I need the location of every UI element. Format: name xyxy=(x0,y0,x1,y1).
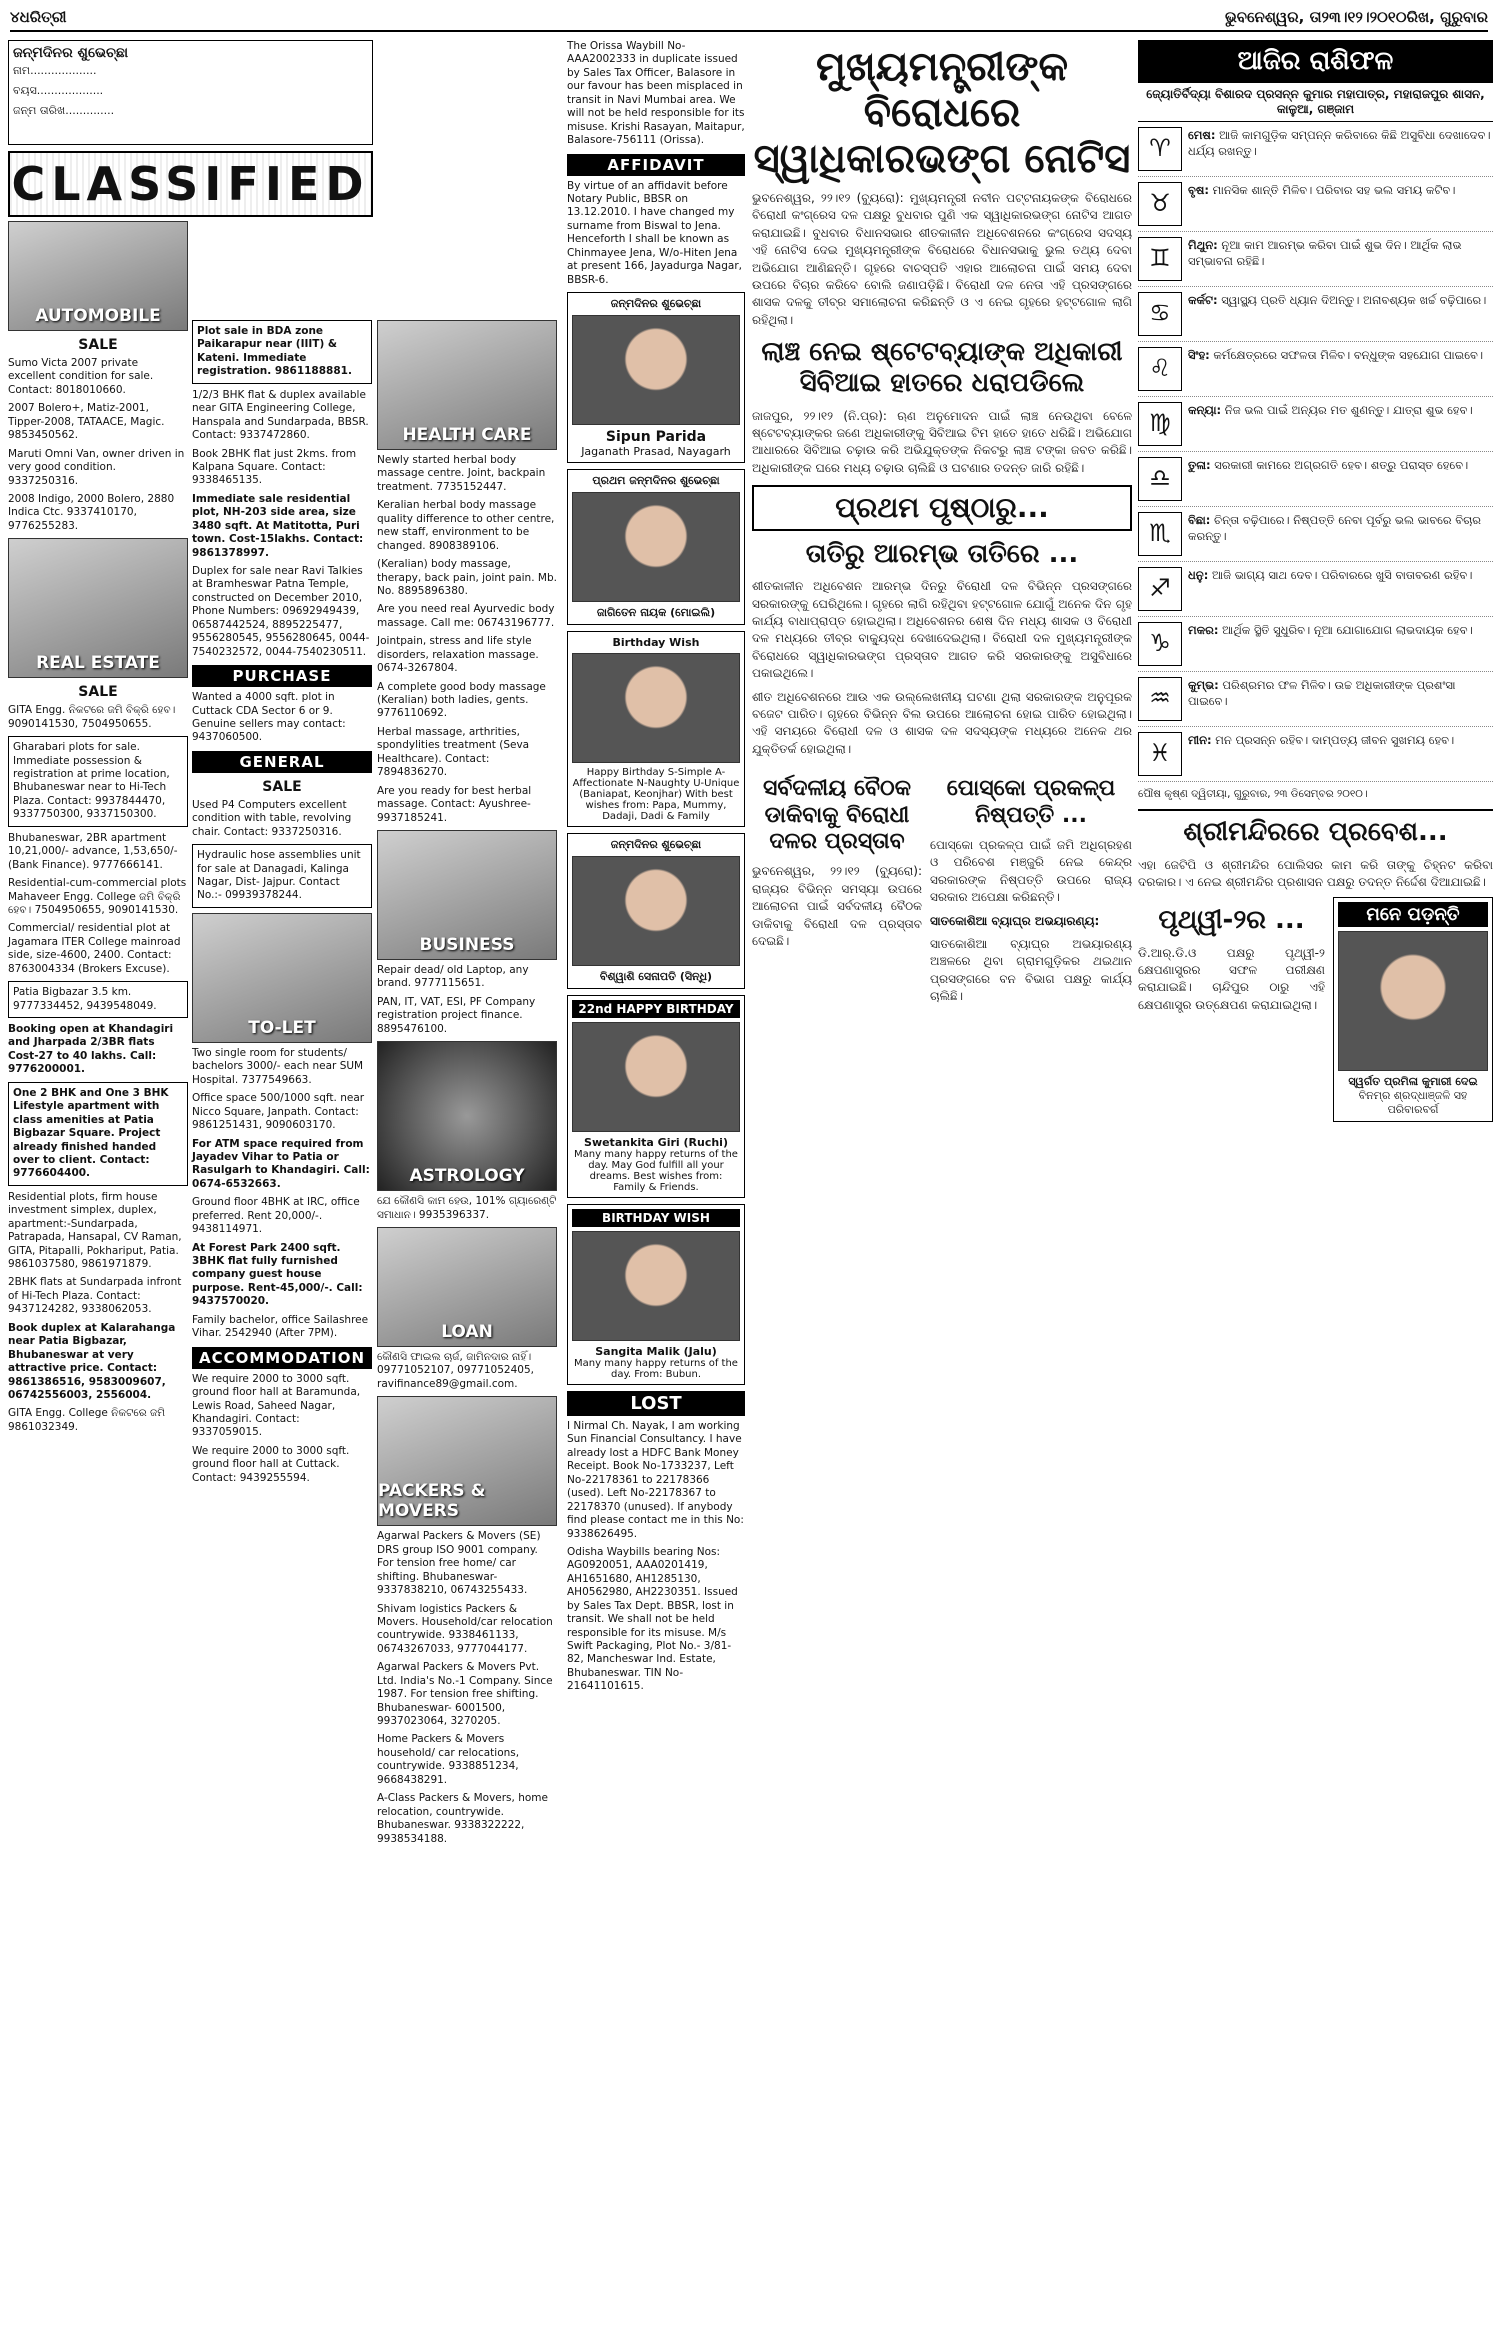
rashi-entry xyxy=(1138,727,1493,782)
classified-ad: Commercial/ residential plot at Jagamara ITER College mainroad side, size-4600, 2400. Contact: 8763004334 (Brokers Excuse). xyxy=(8,922,181,975)
business-label: BUSINESS xyxy=(419,934,515,955)
birthday-wish xyxy=(567,469,745,625)
rashi-entry xyxy=(1138,562,1493,617)
wish-face xyxy=(573,857,739,965)
rashi-text: ମାନସିକ ଶାନ୍ତି ମିଳିବ। ପରିବାର ସହ ଭଲ ସମୟ କଟିବ। xyxy=(1212,183,1456,197)
page-header xyxy=(10,4,1488,32)
zodiac-icon: ♑ xyxy=(1138,622,1182,666)
classified-ad: Ground floor 4BHK at IRC, office preferred. Rent 20,000/-. 9438114971. xyxy=(192,1196,360,1236)
memorial-face xyxy=(1339,932,1487,1070)
memorial-box xyxy=(1333,897,1493,1122)
wish-text: Happy Birthday S-Simple A-Affectionate N-Naughty U-Unique (Baniapat, Keonjhar) With best wishes from: Papa, Mummy, Dadaji, Dadi & Family xyxy=(572,767,740,822)
wish-title: BIRTHDAY WISH xyxy=(572,1209,740,1227)
wish-title: ଜନ୍ମଦିନର ଶୁଭେଚ୍ଛା xyxy=(610,838,702,851)
wish-name: Sangita Malik (Jalu) xyxy=(595,1345,717,1358)
wish-title: ପ୍ରଥମ ଜନ୍ମଦିନର ଶୁଭେଚ୍ଛା xyxy=(592,474,720,487)
rashifal-column xyxy=(1138,40,1493,2330)
rashi-text: ମନ ପ୍ରସନ୍ନ ରହିବ। ଦାମ୍ପତ୍ୟ ଜୀବନ ସୁଖମୟ ହେବ। xyxy=(1215,733,1455,747)
wish-sub: Jaganath Prasad, Nayagarh xyxy=(581,445,731,458)
classified-ad: For ATM space required from Jayadev Vihar to Patia or Rasulgarh to Khandagiri. Call: 0674-6532663. xyxy=(192,1137,370,1190)
rashi-entry xyxy=(1138,342,1493,397)
news-headline: ତାତିରୁ ଆରମ୍ଭ ତାତିରେ ... xyxy=(805,539,1079,570)
automobile-sale-heading: SALE xyxy=(78,337,118,353)
column-2 xyxy=(192,320,372,2330)
general-heading: GENERAL xyxy=(192,751,372,773)
rashi-text: ଆଜି ଭାଗ୍ୟ ସାଥ ଦେବ। ପରିବାରରେ ଖୁସି ବାତାବରଣ ରହିବ। xyxy=(1211,568,1473,582)
rashi-text: ଆଜି କାମଗୁଡ଼ିକ ସମ୍ପନ୍ନ କରିବାରେ କିଛି ଅସୁବିଧା ଦେଖାଦେବ। ଧର୍ଯ୍ୟ ରଖନ୍ତୁ। xyxy=(1188,128,1491,159)
classified-ad: କୌଣସି ଫାଇଲ ଚାର୍ଜ, ଜାମିନଦାର ନାହିଁ। 09771052107, 09771052405, ravifinance89@gmail.com. xyxy=(377,1351,534,1390)
classified-ad: Duplex for sale near Ravi Talkies at Bramheswar Patna Temple, constructed on December 2010, Phone Numbers: 09692949439, 06587442524, 8895225477, 9556280545, 9556280645, 0044-7540232572, 0044-7540230511. xyxy=(192,565,370,658)
classified-ad: Plot sale in BDA zone Paikarapur near (IIIT) & Kateni. Immediate registration. 9861188881. xyxy=(192,320,372,384)
news-story: ଶୀତ ଅଧିବେଶନରେ ଆଉ ଏକ ଉଲ୍ଲେଖନୀୟ ଘଟଣା ଥିଲା ସରକାରଙ୍କ ଅନୁପୂରକ ବଜେଟ ପାରିତ। ଗୃହରେ ବିଭିନ୍ନ ବିଲ ଉପରେ ଆଲୋଚନା ହୋଇ ପାରିତ ହୋଇଥିଲା। ଏହି ସମୟରେ ବିରୋଧୀ ଦଳ ଓ ଶାସକ ଦଳ ସଦସ୍ୟଙ୍କ ମଧ୍ୟରେ ଅନେକ ଥର ଯୁକ୍ତିତର୍କ ହୋଇଥିଲା। xyxy=(752,689,1132,756)
classified-ad: Immediate sale residential plot, NH-203 side area, size 3480 sqft. At Matitotta, Puri town. Cost-15lakhs. Contact: 9861378997. xyxy=(192,492,364,559)
memorial-name: ସ୍ୱର୍ଗତ ପ୍ରମିଳା କୁମାରୀ ଦେଇ xyxy=(1348,1075,1478,1089)
rashi-entry xyxy=(1138,232,1493,287)
classified-ad: (Keralian) body massage, therapy, back pain, joint pain. Mb. No. 8895896380. xyxy=(377,558,557,597)
loan-image xyxy=(377,1227,557,1347)
classified-ad: GITA Engg. College ନିକଟରେ ଜମି 9861032349. xyxy=(8,1407,166,1433)
rashifal-list xyxy=(1138,122,1493,782)
automobile-image xyxy=(8,221,188,331)
classified-banner: CLASSIFIED xyxy=(8,151,373,217)
zodiac-icon: ♒ xyxy=(1138,677,1182,721)
rashi-text: ନିଜ ଭଲ ପାଇଁ ଅନ୍ୟର ମତ ଶୁଣନ୍ତୁ। ଯାତ୍ରା ଶୁଭ ହେବ। xyxy=(1224,403,1473,417)
rashi-name: କୁମ୍ଭ: xyxy=(1188,678,1219,692)
rashi-entry xyxy=(1138,287,1493,342)
wish-photo xyxy=(572,1022,740,1132)
wish-text: Many many happy returns of the day. May God fulfill all your dreams. Best wishes from: Family & Friends. xyxy=(574,1149,738,1193)
zodiac-icon: ♐ xyxy=(1138,567,1182,611)
birthday-wish xyxy=(567,833,745,989)
news-story: ଏହା ଜେଟିପି ଓ ଶ୍ରୀମନ୍ଦିର ପୋଲିସର କାମ କରି ତାଙ୍କୁ ଚିହ୍ନଟ କରିବା ଦରକାର। ଏ ନେଇ ଶ୍ରୀମନ୍ଦିର ପ୍ରଶାସନ ପକ୍ଷରୁ ତଦନ୍ତ ନିର୍ଦ୍ଦେଶ ଦିଆଯାଇଛି। xyxy=(1138,857,1493,890)
coupon-field-age: ବୟସ................... xyxy=(13,83,104,97)
rashifal-footer: ପୌଷ କୃଷ୍ଣ ଦ୍ୱିତୀୟା, ଗୁରୁବାର, ୨୩ ଡିସେମ୍ବର ୨୦୧୦। xyxy=(1138,788,1368,800)
rashi-entry xyxy=(1138,672,1493,727)
real-estate-label: REAL ESTATE xyxy=(36,653,160,674)
classified-ad: Shivam logistics Packers & Movers. Household/car relocation countrywide. 9338461133, 06743267033, 9777044177. xyxy=(377,1602,553,1655)
rashi-text: ସରକାରୀ କାମରେ ଅଗ୍ରଗତି ହେବ। ଶତ୍ରୁ ପରାସ୍ତ ହେବେ। xyxy=(1214,458,1469,472)
classified-ad: Family bachelor, office Sailashree Vihar. 2542940 (After 7PM). xyxy=(192,1313,369,1340)
rashi-text: ପରିଶ୍ରମର ଫଳ ମିଳିବ। ଉଚ୍ଚ ଅଧିକାରୀଙ୍କ ପ୍ରଶଂସା ପାଇବେ। xyxy=(1188,678,1456,709)
coupon-field-name: ନାମ................... xyxy=(13,64,97,77)
wish-face xyxy=(573,1232,739,1340)
news-column xyxy=(752,40,1132,2330)
wish-name: ବିଶ୍ୱାଶି ସେନାପତି (ସିନ୍ଧି) xyxy=(599,970,713,983)
rashi-entry xyxy=(1138,122,1493,177)
wish-name: Sipun Parida xyxy=(605,429,707,445)
classified-ad: Herbal massage, arthrities, spondylities treatment (Seva Healthcare). Contact: 7894836270. xyxy=(377,725,530,779)
page-label: ୪ଧରିତ୍ରୀ xyxy=(10,8,67,26)
news-story: ଜାଜପୁର, ୨୨।୧୨ (ନି.ପ୍ର): ଋଣ ଅନୁମୋଦନ ପାଇଁ ଲାଞ୍ଚ ନେଉଥିବା ବେଳେ ଷ୍ଟେଟବ୍ୟାଙ୍କର ଜଣେ ଅଧିକାରୀଙ୍କୁ ସିବିଆଇ ଟିମ ହାତେ ହାତେ ଧରିଛି। ଅଭିଯୋଗ ଆଧାରରେ ସିବିଆଇ ଚଢ଼ାଉ କରି ଅଭିଯୁକ୍ତଙ୍କ ନିକଟରୁ ଲାଞ୍ଚ ଟଙ୍କା ଜବତ କରିଛି। ଅଧିକାରୀଙ୍କ ଘରେ ମଧ୍ୟ ଚଢ଼ାଉ ଚାଲିଛି ଓ ଘଟଣାର ତଦନ୍ତ ଜାରି ରହିଛି। xyxy=(752,408,1132,475)
classified-ad: Office space 500/1000 sqft. near Nicco Square, Janpath. Contact: 9861251431, 9090603170. xyxy=(192,1092,365,1132)
rashi-name: ସିଂହ: xyxy=(1188,348,1210,362)
front-page-continuation: ପ୍ରଥମ ପୃଷ୍ଠାରୁ... xyxy=(752,485,1132,531)
classified-ad: Newly started herbal body massage centre. Joint, backpain treatment. 7735152447. xyxy=(377,454,546,493)
classified-ad: Keralian herbal body massage quality difference to other centre, new staff, environment to be changed. 8908389106. xyxy=(377,499,555,552)
wish-title: Birthday Wish xyxy=(612,636,700,649)
astrology-label: ASTROLOGY xyxy=(409,1166,525,1187)
dateline: ଭୁବନେଶ୍ୱର, ତା୨୩।୧୨।୨୦୧୦ରିଖ, ଗୁରୁବାର xyxy=(1224,8,1488,26)
rashifal-byline: ଜ୍ୟୋତିର୍ବିଦ୍ୟା ବିଶାରଦ ପ୍ରସନ୍ନ କୁମାର ମହାପାତ୍ର, ମହାରାଜପୁର ଶାସନ, କାଳୁଆ, ଗଞ୍ଜାମ xyxy=(1138,83,1493,122)
wish-face xyxy=(573,316,739,424)
rashi-name: ମିଥୁନ: xyxy=(1188,238,1218,252)
wish-title: 22nd HAPPY BIRTHDAY xyxy=(572,1000,740,1018)
rashi-name: ତୁଳା: xyxy=(1188,458,1211,472)
classified-ad: 2BHK flats at Sundarpada infront of Hi-Tech Plaza. Contact: 9437124282, 9338062053. xyxy=(8,1276,182,1316)
wish-photo xyxy=(572,1231,740,1341)
rashi-name: କନ୍ୟା: xyxy=(1188,403,1222,417)
column-4 xyxy=(567,40,745,2330)
classified-ad: Two single room for students/ bachelors 3000/- each near SUM Hospital. 7377549663. xyxy=(192,1046,364,1086)
news-subheading: ସାତକୋଶିଆ ବ୍ୟାଘ୍ର ଅଭୟାରଣ୍ୟ: xyxy=(930,913,1100,928)
news-story: ଶୀତକାଳୀନ ଅଧିବେଶନ ଆରମ୍ଭ ଦିନରୁ ବିରୋଧୀ ଦଳ ବିଭିନ୍ନ ପ୍ରସଙ୍ଗରେ ସରକାରଙ୍କୁ ଘେରିଥିଲେ। ଗୃହରେ ଲାଗି ରହିଥିବା ହଟ୍ଟଗୋଳ ଯୋଗୁଁ ଅନେକ ଦିନ ଗୃହ କାର୍ଯ୍ୟ ବାଧାପ୍ରାପ୍ତ ହୋଇଥିଲା। ଅଧିବେଶନର ଶେଷ ଦିନ ମଧ୍ୟ ଶାସକ ଓ ବିରୋଧୀ ଦଳ ମଧ୍ୟରେ ତୀବ୍ର ବାକ୍ୟୁଦ୍ଧ ଦେଖାଦେଇଥିଲା। ବିରୋଧୀ ଦଳ ମୁଖ୍ୟମନ୍ତ୍ରୀଙ୍କ ବିରୋଧରେ ସ୍ୱାଧିକାରଭଙ୍ଗ ପ୍ରସ୍ତାବ ଆଗତ କରି ସରକାରଙ୍କୁ ଅସୁବିଧାରେ ପକାଇଥିଲେ। xyxy=(752,579,1132,681)
classified-ad: Agarwal Packers & Movers Pvt. Ltd. India's No.-1 Company. Since 1987. For tension free shifting. Bhubaneswar- 6001500, 9937023064, 3270205. xyxy=(377,1661,553,1727)
classified-ad: Maruti Omni Van, owner driven in very good condition. 9337250316. xyxy=(8,447,185,487)
classified-ad: 1/2/3 BHK flat & duplex available near GITA Engineering College, Hanspala and Sundarpada, BBSR. Contact: 9337472860. xyxy=(192,388,369,442)
rashi-text: ଆର୍ଥିକ ସ୍ଥିତି ସୁଧୁରିବ। ନୂଆ ଯୋଗାଯୋଗ ଲାଭଦାୟକ ହେବ। xyxy=(1222,623,1473,637)
lost-heading: LOST xyxy=(567,1391,745,1416)
coupon-field-dob: ଜନ୍ମ ତାରିଖ.............. xyxy=(13,103,115,117)
classified-ad: ଯେ କୌଣସି କାମ ହେଉ, 101% ଗ୍ୟାରେଣ୍ଟି ସମାଧାନ। 9935396337. xyxy=(377,1195,557,1221)
tolet-image xyxy=(192,913,372,1043)
rashi-text: ନୂଆ କାମ ଆରମ୍ଭ କରିବା ପାଇଁ ଶୁଭ ଦିନ। ଆର୍ଥିକ ଲାଭ ସମ୍ଭାବନା ରହିଛି। xyxy=(1188,238,1462,269)
memorial-text: ବିନମ୍ର ଶ୍ରଦ୍ଧାଞ୍ଜଳି ସହ ପରିବାରବର୍ଗ xyxy=(1358,1089,1468,1117)
memorial-title: ମନେ ପଡ଼ନ୍ତି xyxy=(1338,902,1488,927)
classified-ad: Patia Bigbazar 3.5 km. 9777334452, 9439548049. xyxy=(8,981,188,1018)
real-estate-sale-heading: SALE xyxy=(78,684,118,701)
main-headline: ମୁଖ୍ୟମନ୍ତ୍ରୀଙ୍କ ବିରୋଧରେ ସ୍ୱାଧିକାରଭଙ୍ଗ ନୋଟିସ xyxy=(753,44,1131,182)
classified-ad: A-Class Packers & Movers, home relocation, countrywide. Bhubaneswar. 9338322222, 9938534188. xyxy=(377,1792,548,1845)
rashi-name: କର୍କଟ: xyxy=(1188,293,1218,307)
automobile-label: AUTOMOBILE xyxy=(35,306,161,326)
classified-ad: We require 2000 to 3000 sqft. ground floor hall at Baramunda, Lewis Road, Saheed Nagar, Khandagiri. Contact: 9337059015. xyxy=(192,1372,361,1439)
column-3 xyxy=(377,320,557,2330)
packers-label: PACKERS & MOVERS xyxy=(378,1481,486,1522)
rashi-name: ମକର: xyxy=(1188,623,1219,637)
classified-ad: GITA Engg. ନିକଟରେ ଜମି ବିକ୍ରି ହେବ। 9090141530, 7504950655. xyxy=(8,704,176,730)
news-story: ସାତକୋଶିଆ ବ୍ୟାଘ୍ର ଅଭୟାରଣ୍ୟ ଅଞ୍ଚଳରେ ଥିବା ଗ୍ରାମଗୁଡ଼ିକର ଥଇଥାନ ପ୍ରସଙ୍ଗରେ ବନ ବିଭାଗ ପକ୍ଷରୁ କାର୍ଯ୍ୟ ଚାଲିଛି। xyxy=(930,936,1132,1004)
wish-photo xyxy=(572,315,740,425)
news-story: ପୋସ୍କୋ ପ୍ରକଳ୍ପ ପାଇଁ ଜମି ଅଧିଗ୍ରହଣ ଓ ପରିବେଶ ମଞ୍ଜୁରି ନେଇ କେନ୍ଦ୍ର ସରକାରଙ୍କ ନିଷ୍ପତ୍ତି ଉପରେ ରାଜ୍ୟ ସରକାର ଅପେକ୍ଷା କରିଛନ୍ତି। xyxy=(930,837,1132,905)
classified-ad: Jointpain, stress and life style disorders, relaxation massage. 0674-3267804. xyxy=(377,635,539,675)
loan-label: LOAN xyxy=(441,1322,493,1342)
zodiac-icon: ♊ xyxy=(1138,237,1182,281)
news-headline: ପୋସ୍କୋ ପ୍ରକଳ୍ପ ନିଷ୍ପତ୍ତି ... xyxy=(946,776,1116,828)
accommodation-heading: ACCOMMODATION xyxy=(192,1347,372,1369)
rashi-entry xyxy=(1138,617,1493,672)
rashi-name: ବୃଷ: xyxy=(1188,183,1209,197)
news-story: ଭୁବନେଶ୍ୱର, ୨୨।୧୨ (ବ୍ୟୁରୋ): ରାଜ୍ୟର ବିଭିନ୍ନ ସମସ୍ୟା ଉପରେ ଆଲୋଚନା ପାଇଁ ସର୍ବଦଳୀୟ ବୈଠକ ଡାକିବାକୁ ବିରୋଧୀ ଦଳ ପ୍ରସ୍ତାବ ଦେଇଛି। xyxy=(752,864,922,948)
lost-notice: Odisha Waybills bearing Nos: AG0920051, AAA0201419, AH1651680, AH1285130, AH0562980, AH2230351. Issued by Sales Tax Dept. BBSR, lost in transit. We shall not be held responsible for its misuse. M/s Swift Packaging, Plot No.- 3/81-82, Mancheswar Ind. Estate, Bhubaneswar. TIN No-21641101615. xyxy=(567,1545,738,1693)
rashi-name: ଧନୁ: xyxy=(1188,568,1209,582)
classified-ad: PAN, IT, VAT, ESI, PF Company registration project finance. 8895476100. xyxy=(377,995,536,1035)
rashi-text: କର୍ମକ୍ଷେତ୍ରରେ ସଫଳତା ମିଳିବ। ବନ୍ଧୁଙ୍କ ସହଯୋଗ ପାଇବେ। xyxy=(1213,348,1484,362)
zodiac-icon: ♋ xyxy=(1138,292,1182,336)
real-estate-image xyxy=(8,538,188,678)
astrology-image xyxy=(377,1041,557,1191)
general-sale-heading: SALE xyxy=(262,778,302,795)
zodiac-icon: ♍ xyxy=(1138,402,1182,446)
classified-ad: Residential-cum-commercial plots Mahaveer Engg. College ଜମି ବିକ୍ରି ହେବ। 7504950655, 9090141530. xyxy=(8,877,187,916)
classified-ad: Repair dead/ old Laptop, any brand. 9777115651. xyxy=(377,963,529,990)
news-headline: ଲାଞ୍ଚ ନେଇ ଷ୍ଟେଟବ୍ୟାଙ୍କ ଅଧିକାରୀ ସିବିଆଇ ହାତରେ ଧରାପଡିଲେ xyxy=(761,337,1123,399)
classified-ad: 2007 Bolero+, Matiz-2001, Tipper-2008, TATAACE, Magic. 9853450562. xyxy=(8,402,165,442)
purchase-heading: PURCHASE xyxy=(192,665,372,687)
classified-ad: Book 2BHK flat just 2kms. from Kalpana Square. Contact: 9338465135. xyxy=(192,447,357,487)
news-story: ଡି.ଆର୍.ଡି.ଓ ପକ୍ଷରୁ ପୃଥ୍ୱୀ-୨ କ୍ଷେପଣାସ୍ତ୍ରର ସଫଳ ପରୀକ୍ଷଣ କରାଯାଇଛି। ଚାନ୍ଦିପୁର ଠାରୁ ଏହି କ୍ଷେପଣାସ୍ତ୍ର ଉତ୍କ୍ଷେପଣ କରାଯାଇଥିଲା। xyxy=(1138,945,1325,1012)
rashi-name: ମେଷ: xyxy=(1188,128,1216,142)
lost-notice: I Nirmal Ch. Nayak, I am working Sun Financial Consultancy. I have already lost a HDFC Bank Money Receipt. Book No-1733237, Left No-22178361 to 22178366 (used). Left No-22178367 to 22178370 (unused). If anybody find please contact me in this No: 9338626495. xyxy=(567,1420,744,1540)
classified-ad: Residential plots, firm house investment simplex, duplex, apartment:-Sundarpada, Patrapada, Hansapal, CV Raman, GITA, Pitapalli, Pokhariput, Patia. 9861037580, 9861971879. xyxy=(8,1190,182,1270)
classified-ad: Used P4 Computers excellent condition with table, revolving chair. Contact: 9337250316. xyxy=(192,798,352,838)
rashi-name: ମୀନ: xyxy=(1188,733,1212,747)
affidavit-notice: By virtue of an affidavit before Notary Public, BBSR on 13.12.2010. I have changed my surname from Biswal to Jena. Henceforth I shall be known as Chinmayee Jena, W/o-Hiten Jena at present 166, Jayadurga Nagar, BBSR-6. xyxy=(567,179,742,286)
rashi-entry xyxy=(1138,452,1493,507)
wish-face xyxy=(573,493,739,601)
news-story: ଭୁବନେଶ୍ୱର, ୨୨।୧୨ (ବ୍ୟୁରୋ): ମୁଖ୍ୟମନ୍ତ୍ରୀ ନବୀନ ପଟ୍ଟନାୟକଙ୍କ ବିରୋଧରେ ବିରୋଧୀ କଂଗ୍ରେସ ଦଳ ପକ୍ଷରୁ ବୁଧବାର ପୁଣି ଏକ ସ୍ୱାଧିକାରଭଙ୍ଗ ନୋଟିସ ଆଗତ କରାଯାଇଛି। ବୁଧବାର ବିଧାନସଭାର ଶୀତକାଳୀନ ଅଧିବେଶନରେ କଂଗ୍ରେସ ସଦସ୍ୟ ଏହି ନୋଟିସ ଦେଇ ମୁଖ୍ୟମନ୍ତ୍ରୀଙ୍କ ବିରୋଧରେ ବିଧାନସଭାକୁ ଭୁଲ ତଥ୍ୟ ଦେବା ଅଭିଯୋଗ ଆଣିଛନ୍ତି। ଗୃହରେ ବାଚସ୍ପତି ଏହାର ଆଲୋଚନା ପାଇଁ ସମୟ ଦେବା ଉପରେ ବିଚାର କରିବେ ବୋଲି ଜଣାପଡ଼ିଛି। ବିରୋଧୀ ଦଳ ନେତା ଏହି ପ୍ରସଙ୍ଗରେ ଶାସକ ଦଳକୁ ତୀବ୍ର ସମାଲୋଚନା କରିଛନ୍ତି ଓ ଏ ନେଇ ଗୃହରେ ହଟ୍ଟଗୋଳ ଲାଗି ରହିଥିଲା। xyxy=(752,191,1132,327)
rashi-entry xyxy=(1138,397,1493,452)
birthday-wish xyxy=(567,292,745,463)
classified-ad: A complete good body massage (Keralian) both ladies, gents. 9776110692. xyxy=(377,680,546,720)
zodiac-icon: ♌ xyxy=(1138,347,1182,391)
rashi-entry xyxy=(1138,177,1493,232)
classified-ad: We require 2000 to 3000 sqft. ground floor hall at Cuttack. Contact: 9439255594. xyxy=(192,1444,350,1484)
classified-ad: Hydraulic hose assemblies unit for sale at Danagadi, Kalinga Nagar, Dist- Jajpur. Contact No.:- 09939378244. xyxy=(192,844,372,908)
wish-name: Swetankita Giri (Ruchi) xyxy=(584,1136,728,1149)
zodiac-icon: ♎ xyxy=(1138,457,1182,501)
classified-ad: 2008 Indigo, 2000 Bolero, 2880 Indica Ctc. 9337410170, 9776255283. xyxy=(8,492,175,532)
wish-face xyxy=(573,654,739,762)
affidavit-heading: AFFIDAVIT xyxy=(567,154,745,176)
classified-ad: Wanted a 4000 sqft. plot in Cuttack CDA Sector 6 or 9. Genuine sellers may contact: 9437060500. xyxy=(192,691,346,744)
zodiac-icon: ♏ xyxy=(1138,512,1182,556)
classified-ad: Booking open at Khandagiri and Jharpada 2/3BR flats Cost-27 to 40 lakhs. Call: 9776200001. xyxy=(8,1023,174,1076)
news-headline: ସର୍ବଦଳୀୟ ବୈଠକ ଡାକିବାକୁ ବିରୋଧୀ ଦଳର ପ୍ରସ୍ତାବ xyxy=(763,776,911,854)
classified-ad: Sumo Victa 2007 private excellent condition for sale. Contact: 8018010660. xyxy=(8,357,154,396)
wish-photo xyxy=(572,856,740,966)
classified-ad: Home Packers & Movers household/ car relocations, countrywide. 9338851234, 9668438291. xyxy=(377,1733,520,1786)
classified-ad: Gharabari plots for sale. Immediate possession & registration at prime location, Bhubaneswar near to Hi-Tech Plaza. Contact: 9937844470, 9337750300, 9337150300. xyxy=(8,736,188,827)
business-image xyxy=(377,830,557,960)
rashifal-title: ଆଜିର ରାଶିଫଳ xyxy=(1138,40,1493,83)
birthday-wish xyxy=(567,631,745,827)
classified-ad: Are you need real Ayurvedic body massage. Call me: 06743196777. xyxy=(377,603,555,629)
classified-ad: Bhubaneswar, 2BR apartment 10,21,000/- advance, 1,53,650/- (Bank Finance). 9777666141. xyxy=(8,831,178,871)
rashi-text: ଚିନ୍ତା ବଢ଼ିପାରେ। ନିଷ୍ପତ୍ତି ନେବା ପୂର୍ବରୁ ଭଲ ଭାବରେ ବିଚାର କରନ୍ତୁ। xyxy=(1188,513,1482,544)
wish-photo xyxy=(572,653,740,763)
classified-ad: Book duplex at Kalarahanga near Patia Bigbazar, Bhubaneswar at very attractive price. Contact: 9861386516, 9583009607, 06742556003, 2556004. xyxy=(8,1321,176,1401)
classified-ad: One 2 BHK and One 3 BHK Lifestyle apartment with class amenities at Patia Bigbazar Square. Project already finished handed over to client. Contact: 9776604400. xyxy=(8,1082,188,1186)
right-bottom-row xyxy=(1138,897,1493,1128)
news-bottom-row xyxy=(752,768,1132,1011)
zodiac-icon: ♈ xyxy=(1138,127,1182,171)
classified-ad: At Forest Park 2400 sqft. 3BHK flat fully furnished company guest house purpose. Rent-45,000/-. Call: 9437570020. xyxy=(192,1241,363,1308)
rashi-text: ସ୍ୱାସ୍ଥ୍ୟ ପ୍ରତି ଧ୍ୟାନ ଦିଅନ୍ତୁ। ଅନାବଶ୍ୟକ ଖର୍ଚ୍ଚ ବଢ଼ିପାରେ। xyxy=(1221,293,1487,307)
birthday-coupon xyxy=(8,40,373,145)
memorial-photo xyxy=(1338,931,1488,1071)
news-headline: ପୃଥ୍ୱୀ-୨ର ... xyxy=(1158,905,1305,936)
wish-face xyxy=(573,1023,739,1131)
wish-name: ଜାଗିତେନ ନାୟକ (ମୋଇଲି) xyxy=(596,606,716,619)
waybill-notice: The Orissa Waybill No-AAA2002333 in duplicate issued by Sales Tax Officer, Balasore in our favour has been misplaced in transit in Navi Mumbai area. We will not be held responsible for its misuse. Krishi Rasayan, Maitapur, Balasore-756111 (Orissa). xyxy=(567,40,745,147)
birthday-coupon-title: ଜନ୍ମଦିନର ଶୁଭେଚ୍ଛା xyxy=(13,45,129,61)
birthday-wish xyxy=(567,995,745,1198)
birthday-wish xyxy=(567,1204,745,1385)
wish-title: ଜନ୍ମଦିନର ଶୁଭେଚ୍ଛା xyxy=(610,297,702,310)
rashi-name: ବିଛା: xyxy=(1188,513,1211,527)
classified-ad: Agarwal Packers & Movers (SE) DRS group ISO 9001 company. For tension free home/ car shifting. Bhubaneswar- 9337838210, 06743255433. xyxy=(377,1530,541,1597)
health-care-image xyxy=(377,320,557,450)
rashi-entry xyxy=(1138,507,1493,562)
health-care-label: HEALTH CARE xyxy=(402,425,532,445)
tolet-label: TO-LET xyxy=(248,1017,316,1038)
zodiac-icon: ♉ xyxy=(1138,182,1182,226)
classified-ad: Are you ready for best herbal massage. Contact: Ayushree-9937185241. xyxy=(377,784,532,824)
zodiac-icon: ♓ xyxy=(1138,732,1182,776)
wish-text: Many many happy returns of the day. From: Bubun. xyxy=(574,1358,738,1380)
wish-photo xyxy=(572,492,740,602)
packers-image xyxy=(377,1396,557,1526)
news-headline: ଶ୍ରୀମନ୍ଦିରରେ ପ୍ରବେଶ... xyxy=(1138,809,1493,848)
